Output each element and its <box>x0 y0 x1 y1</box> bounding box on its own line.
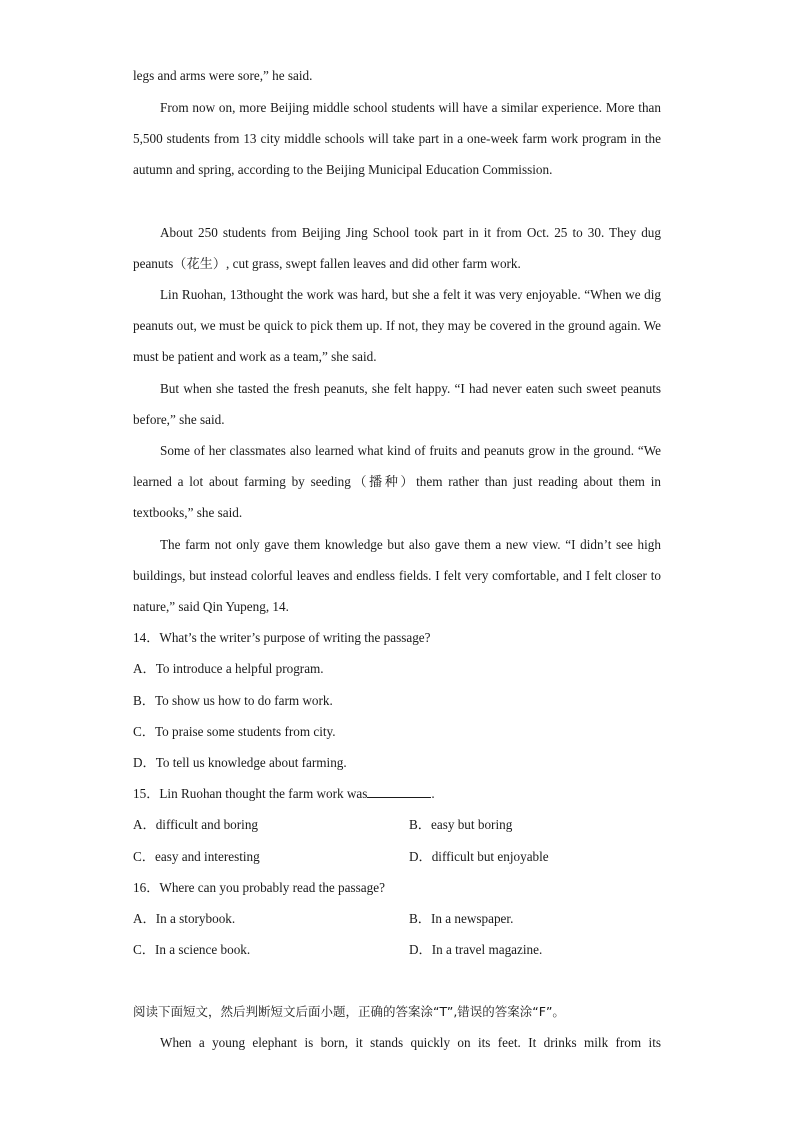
section-instruction: 阅读下面短文，然后判断短文后面小题，正确的答案涂“T”,错误的答案涂“F”。 <box>133 1004 565 1019</box>
question-15-option-a[interactable]: A．difficult and boring <box>133 817 259 832</box>
question-15-option-d[interactable]: D．difficult but enjoyable <box>409 849 549 864</box>
next-passage-first-line: When a young elephant is born, it stands quickly on its feet. It drinks milk from its <box>160 1035 661 1050</box>
question-14-option-b[interactable]: B．To show us how to do farm work. <box>133 693 333 708</box>
passage-paragraph-3: Lin Ruohan, 13thought the work was hard, but she a felt it was very enjoyable. “When we dig peanuts out, we must be quick to pick them up. If not, they may be covered in the ground again. We must be patient and work as a team,” she said. <box>133 287 661 364</box>
passage-paragraph-6: The farm not only gave them knowledge but also gave them a new view. “I didn’t see high buildings, but instead colorful leaves and endless fields. I felt very comfortable, and I felt closer to nature,” said Qin Yupeng, 14. <box>133 537 661 614</box>
question-15-stem-end: . <box>431 786 435 801</box>
answer-blank <box>367 785 431 798</box>
passage-paragraph-1: From now on, more Beijing middle school students will have a similar experience. More than 5,500 students from 13 city middle schools will take part in a one-week farm work program in the autumn and spring, according to the Beijing Municipal Education Commission. <box>133 100 661 177</box>
question-15-option-c[interactable]: C．easy and interesting <box>133 849 260 864</box>
question-16-option-b[interactable]: B．In a newspaper. <box>409 911 514 926</box>
passage-paragraph-5: Some of her classmates also learned what kind of fruits and peanuts grow in the ground. “We learned a lot about farming by seeding（播种）them rather than just reading about them in textbooks,” she said. <box>133 443 661 520</box>
question-14-option-a[interactable]: A．To introduce a helpful program. <box>133 661 324 676</box>
question-15-option-b[interactable]: B．easy but boring <box>409 817 513 832</box>
question-14-option-c[interactable]: C．To praise some students from city. <box>133 724 336 739</box>
passage-paragraph-4: But when she tasted the fresh peanuts, she felt happy. “I had never eaten such sweet peanuts before,” she said. <box>133 381 661 427</box>
passage-paragraph-0: legs and arms were sore,” he said. <box>133 68 313 83</box>
question-16-option-d[interactable]: D．In a travel magazine. <box>409 942 543 957</box>
question-15-stem <box>133 778 435 809</box>
passage-paragraph-2: About 250 students from Beijing Jing School took part in it from Oct. 25 to 30. They dug peanuts（花生）, cut grass, swept fallen leaves and did other farm work. <box>133 225 661 271</box>
question-14-option-d[interactable]: D．To tell us knowledge about farming. <box>133 755 347 770</box>
question-16-option-c[interactable]: C．In a science book. <box>133 942 251 957</box>
question-15-stem-text: 15．Lin Ruohan thought the farm work was <box>133 786 368 801</box>
question-16-option-a[interactable]: A．In a storybook. <box>133 911 236 926</box>
question-16-stem: 16．Where can you probably read the passage? <box>133 880 385 895</box>
question-14-stem: 14．What’s the writer’s purpose of writing the passage? <box>133 630 431 645</box>
